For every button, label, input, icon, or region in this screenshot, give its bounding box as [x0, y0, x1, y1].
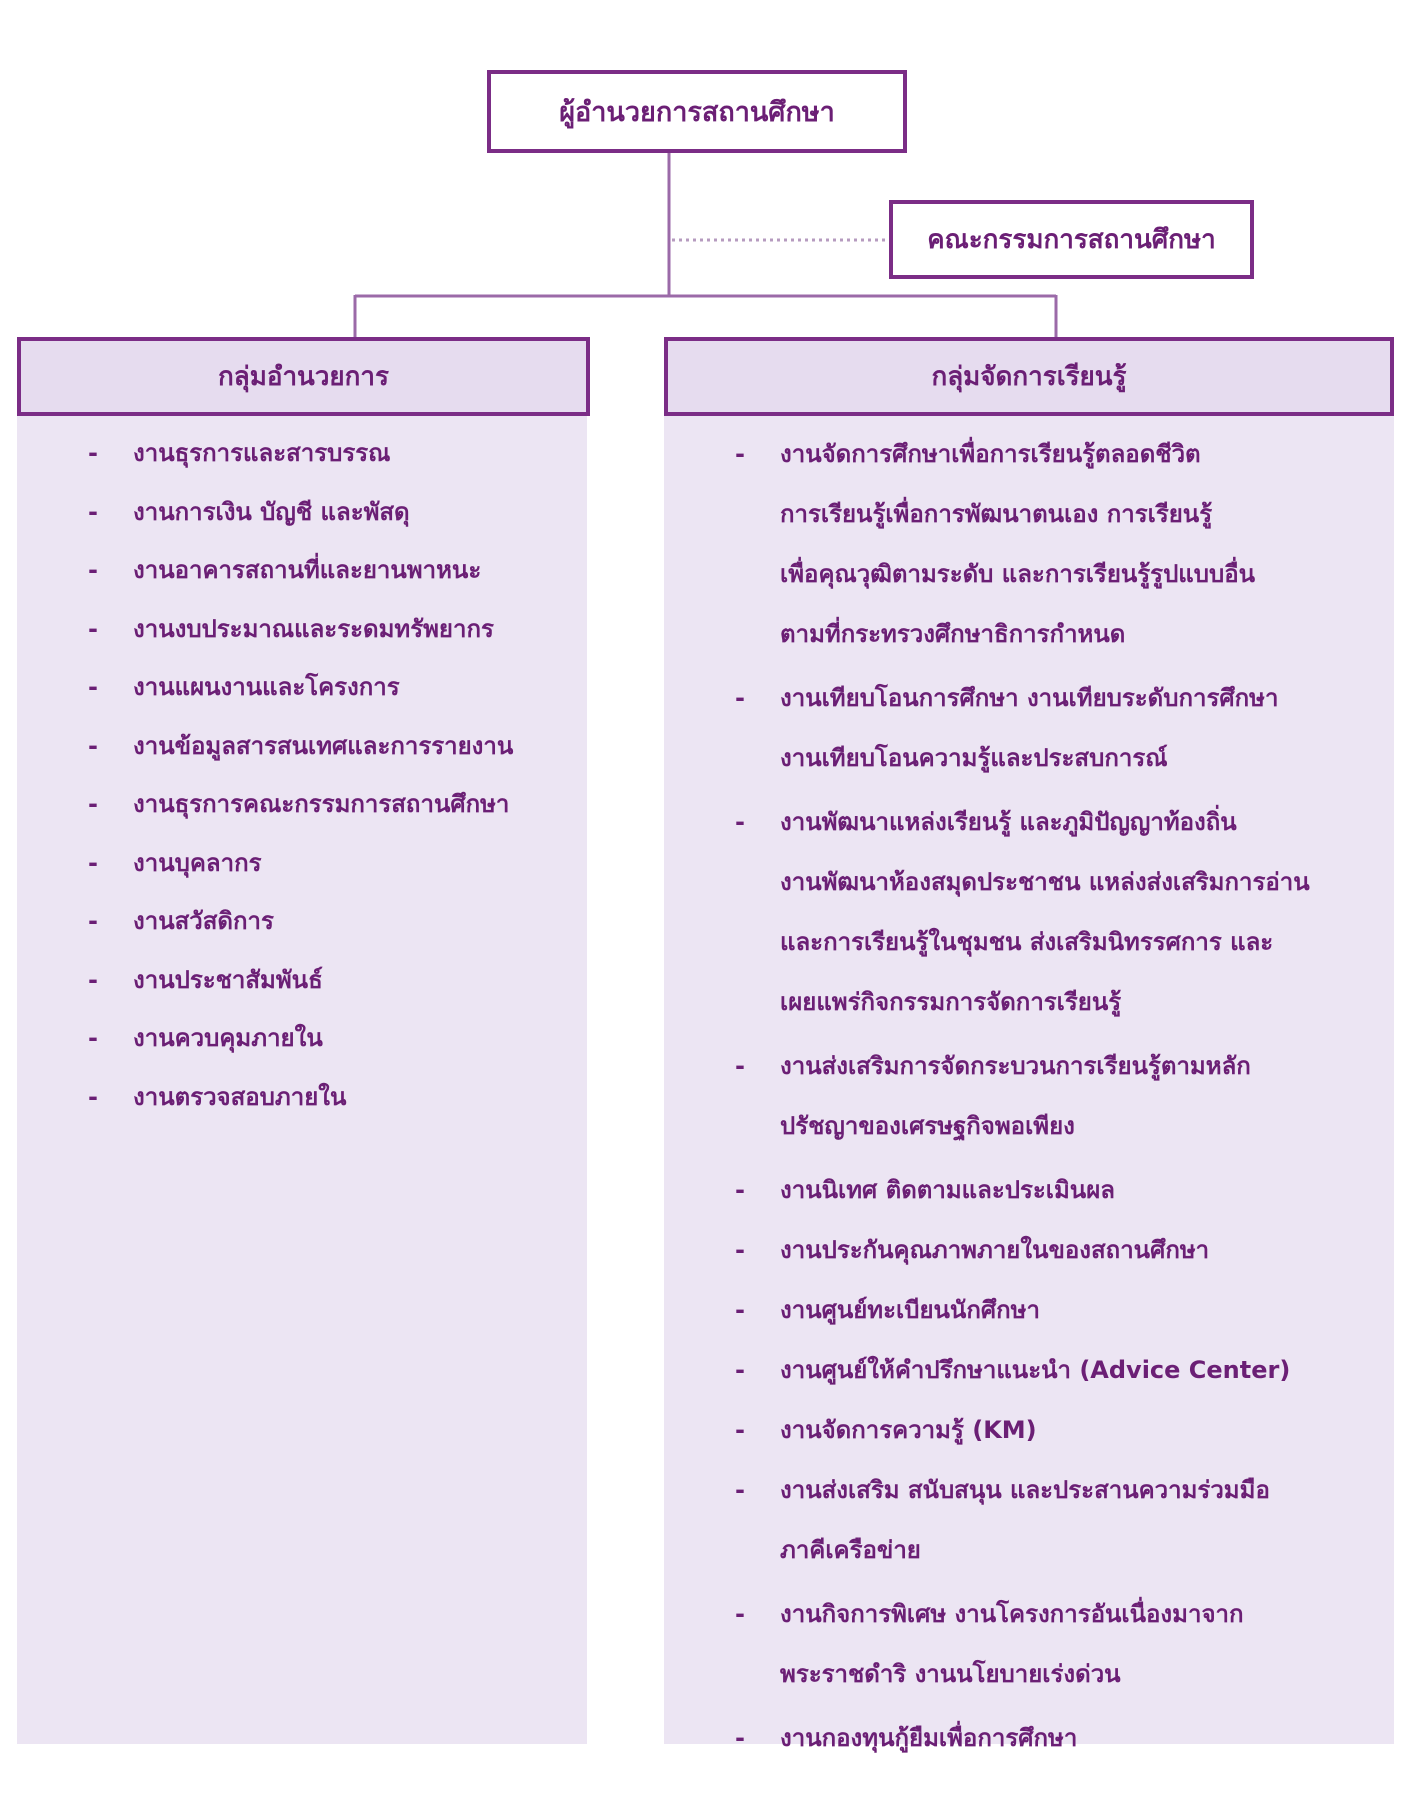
bullet-dash: - — [88, 1082, 98, 1111]
task-label-line: งานส่งเสริม สนับสนุน และประสานความร่วมมือ — [780, 1476, 1270, 1504]
bullet-dash: - — [735, 1052, 745, 1080]
task-label-line: งานเทียบโอนการศึกษา งานเทียบระดับการศึกษา — [780, 684, 1279, 712]
task-label-line: งานกองทุนกู้ยืมเพื่อการศึกษา — [780, 1724, 1078, 1752]
task-label-line: งานศูนย์ทะเบียนนักศึกษา — [780, 1296, 1040, 1324]
task-label: งานอาคารสถานที่และยานพาหนะ — [133, 556, 482, 584]
bullet-dash: - — [735, 684, 745, 712]
task-label-line: งานพัฒนาห้องสมุดประชาชน แหล่งส่งเสริมการอ่าน — [780, 868, 1310, 896]
learning-task-list — [664, 424, 1394, 1768]
list-item — [664, 1400, 1394, 1460]
bullet-dash: - — [88, 731, 98, 760]
bullet-dash: - — [735, 808, 745, 836]
admin-group-header — [17, 337, 590, 416]
admin-group-panel — [17, 416, 587, 1744]
task-label-line: เพื่อคุณวุฒิตามระดับ และการเรียนรู้รูปแบบอื่น — [780, 560, 1256, 588]
task-label-line: งานประกันคุณภาพภายในของสถานศึกษา — [780, 1236, 1210, 1264]
committee-title: คณะกรรมการสถานศึกษา — [927, 225, 1216, 255]
bullet-dash: - — [88, 1024, 98, 1052]
task-label-line: และการเรียนรู้ในชุมชน ส่งเสริมนิทรรศการ และ — [780, 928, 1274, 956]
list-item — [17, 717, 587, 776]
list-item — [664, 668, 1394, 788]
list-item — [17, 775, 587, 834]
list-item — [664, 1708, 1394, 1768]
task-label-line: งานจัดการความรู้ (KM) — [780, 1416, 1037, 1444]
bullet-dash: - — [88, 673, 98, 701]
task-label: งานการเงิน บัญชี และพัสดุ — [133, 497, 410, 526]
task-label: งานธุรการและสารบรรณ — [133, 439, 391, 467]
task-label-line: งานนิเทศ ติดตามและประเมินผล — [780, 1176, 1115, 1204]
bullet-dash: - — [88, 965, 98, 994]
task-label-line: ตามที่กระทรวงศึกษาธิการกำหนด — [780, 620, 1126, 648]
learning-group-header — [664, 337, 1394, 416]
list-item — [664, 1280, 1394, 1340]
task-label: งานประชาสัมพันธ์ — [133, 965, 323, 994]
list-item — [17, 834, 587, 893]
task-label: งานงบประมาณและระดมทรัพยากร — [133, 614, 494, 643]
list-item — [664, 1220, 1394, 1280]
learning-group-panel — [664, 416, 1394, 1752]
list-item — [664, 792, 1394, 1032]
task-label-line: งานเทียบโอนความรู้และประสบการณ์ — [780, 744, 1168, 772]
list-item — [17, 1009, 587, 1068]
list-item — [664, 1160, 1394, 1220]
admin-group-title: กลุ่มอำนวยการ — [218, 362, 389, 392]
list-item — [664, 1340, 1394, 1400]
task-label: งานตรวจสอบภายใน — [133, 1082, 347, 1111]
list-item — [17, 541, 587, 600]
bullet-dash: - — [735, 1176, 745, 1204]
task-label-line: งานส่งเสริมการจัดกระบวนการเรียนรู้ตามหลัก — [780, 1052, 1251, 1080]
task-label-line: งานพัฒนาแหล่งเรียนรู้ และภูมิปัญญาท้องถิ่น — [780, 808, 1237, 836]
committee-box — [889, 200, 1254, 279]
bullet-dash: - — [88, 907, 98, 935]
bullet-dash: - — [735, 1296, 745, 1324]
bullet-dash: - — [735, 1236, 745, 1264]
bullet-dash: - — [735, 1356, 745, 1384]
bullet-dash: - — [735, 1416, 745, 1444]
task-label-line: งานกิจการพิเศษ งานโครงการอันเนื่องมาจาก — [780, 1600, 1244, 1628]
admin-task-list — [17, 424, 587, 1126]
bullet-dash: - — [88, 848, 98, 877]
task-label-line: ภาคีเครือข่าย — [780, 1536, 921, 1564]
task-label-line: ปรัชญาของเศรษฐกิจพอเพียง — [780, 1112, 1075, 1140]
list-item — [17, 892, 587, 951]
list-item — [17, 658, 587, 717]
task-label-line: เผยแพร่กิจกรรมการจัดการเรียนรู้ — [780, 988, 1122, 1016]
list-item — [664, 1584, 1394, 1704]
bullet-dash: - — [88, 497, 98, 526]
list-item — [664, 424, 1394, 664]
task-label: งานสวัสดิการ — [133, 907, 274, 935]
task-label: งานข้อมูลสารสนเทศและการรายงาน — [133, 731, 514, 760]
bullet-dash: - — [735, 1476, 745, 1504]
list-item — [17, 600, 587, 659]
list-item — [664, 1460, 1394, 1580]
list-item — [664, 1036, 1394, 1156]
list-item — [17, 483, 587, 542]
task-label: งานแผนงานและโครงการ — [133, 673, 400, 701]
bullet-dash: - — [88, 614, 98, 643]
bullet-dash: - — [735, 1724, 745, 1752]
bullet-dash: - — [735, 440, 745, 468]
bullet-dash: - — [88, 790, 98, 818]
bullet-dash: - — [88, 556, 98, 584]
task-label: งานบุคลากร — [133, 848, 262, 877]
task-label-line: พระราชดำริ งานนโยบายเร่งด่วน — [780, 1660, 1121, 1688]
director-title: ผู้อำนวยการสถานศึกษา — [559, 97, 835, 128]
task-label: งานควบคุมภายใน — [133, 1024, 323, 1052]
list-item — [17, 424, 587, 483]
task-label-line: งานจัดการศึกษาเพื่อการเรียนรู้ตลอดชีวิต — [780, 440, 1201, 468]
bullet-dash: - — [735, 1600, 745, 1628]
task-label-line: งานศูนย์ให้คำปรึกษาแนะนำ (Advice Center) — [780, 1356, 1291, 1384]
list-item — [17, 951, 587, 1010]
learning-group-title: กลุ่มจัดการเรียนรู้ — [931, 362, 1127, 392]
task-label-line: การเรียนรู้เพื่อการพัฒนาตนเอง การเรียนรู้ — [780, 500, 1213, 528]
director-box — [487, 70, 907, 153]
list-item — [17, 1068, 587, 1127]
task-label: งานธุรการคณะกรรมการสถานศึกษา — [133, 790, 510, 818]
bullet-dash: - — [88, 439, 98, 467]
